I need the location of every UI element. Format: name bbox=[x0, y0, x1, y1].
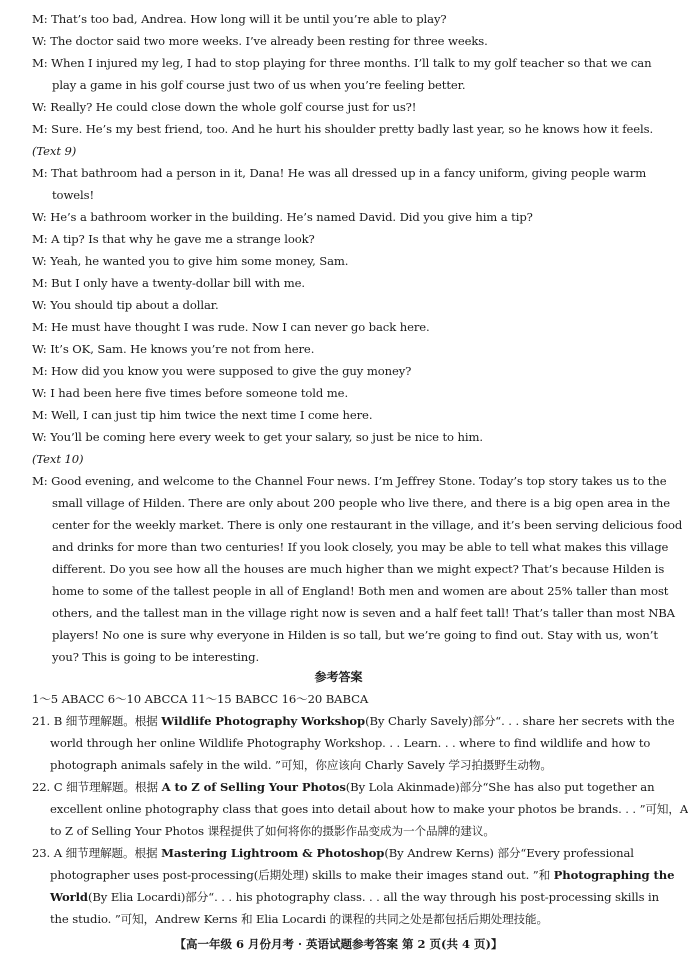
dialogue-line: W: Yeah, he wanted you to give him some money, Sam. bbox=[32, 254, 349, 268]
dialogue-line: play a game in his golf course just two of us when you’re feeling better. bbox=[52, 78, 466, 92]
dialogue-line: M: But I only have a twenty-dollar bill with me. bbox=[32, 276, 305, 290]
dialogue-line: M: That’s too bad, Andrea. How long will it be until you’re able to play? bbox=[32, 12, 447, 26]
dialogue-line: W: You’ll be coming here every week to get your salary, so just be nice to him. bbox=[32, 430, 483, 444]
monologue-line: players! No one is sure why everyone in Hilden is so tall, but we’re going to find out. Stay with us, won’t bbox=[52, 628, 658, 642]
q22-line: to Z of Selling Your Photos 课程提供了如何将你的摄影作品变成为一个品牌的建议。 bbox=[50, 824, 495, 838]
dialogue-line: W: Really? He could close down the whole golf course just for us?! bbox=[32, 100, 417, 114]
q21-line: photograph animals safely in the wild. ”可知，你应该向 Charly Savely 学习拍摄野生动物。 bbox=[50, 758, 552, 772]
dialogue-line: towels! bbox=[52, 188, 95, 202]
q21-line: world through her online Wildlife Photography Workshop. . . Learn. . . where to find wildlife and how to bbox=[50, 736, 651, 750]
dialogue-line: W: The doctor said two more weeks. I’ve already been resting for three weeks. bbox=[32, 34, 488, 48]
q22-line: excellent online photography class that goes into detail about how to make your photos be brands. . . ”可知，A bbox=[50, 802, 688, 816]
dialogue-line: W: I had been here five times before someone told me. bbox=[32, 386, 349, 400]
q23-line: 23. A 细节理解题。根据 Mastering Lightroom & Photoshop(By Andrew Kerns) 部分“Every professional bbox=[32, 846, 634, 860]
dialogue-line: M: A tip? Is that why he gave me a strange look? bbox=[32, 232, 315, 246]
monologue-line: and drinks for more than two centuries! If you look closely, you may be able to tell what makes this village bbox=[52, 540, 669, 554]
section-label-text-10: (Text 10) bbox=[32, 452, 84, 466]
monologue-line: center for the weekly market. There is only one restaurant in the village, and it’s been serving delicious food bbox=[52, 518, 683, 532]
dialogue-line: M: Well, I can just tip him twice the next time I come here. bbox=[32, 408, 373, 422]
dialogue-line: M: That bathroom had a person in it, Dana! He was all dressed up in a fancy uniform, giving people warm bbox=[32, 166, 647, 180]
dialogue-line: W: It’s OK, Sam. He knows you’re not from here. bbox=[32, 342, 315, 356]
answer-key: 1～5 ABACC 6～10 ABCCA 11～15 BABCC 16～20 BABCA bbox=[32, 692, 369, 706]
monologue-line: small village of Hilden. There are only about 200 people who live there, and there is a big open area in the bbox=[52, 496, 670, 510]
dialogue-line: W: You should tip about a dollar. bbox=[32, 298, 219, 312]
monologue-line: different. Do you see how all the houses are much higher than we might expect? That’s because Hilden is bbox=[52, 562, 665, 576]
q23-line: photographer uses post-processing(后期处理) skills to make their images stand out. ”和 Photographing the bbox=[50, 868, 675, 882]
dialogue-line: M: How did you know you were supposed to give the guy money? bbox=[32, 364, 412, 378]
dialogue-line: M: When I injured my leg, I had to stop playing for three months. I’ll talk to my golf teacher so that we can bbox=[32, 56, 652, 70]
monologue-line: you? This is going to be interesting. bbox=[52, 650, 260, 664]
q22-line: 22. C 细节理解题。根据 A to Z of Selling Your Photos(By Lola Akinmade)部分“She has also put together an bbox=[32, 780, 655, 794]
dialogue-line: M: He must have thought I was rude. Now I can never go back here. bbox=[32, 320, 430, 334]
dialogue-line: W: He’s a bathroom worker in the building. He’s named David. Did you give him a tip? bbox=[32, 210, 533, 224]
q23-line: World(By Elia Locardi)部分“. . . his photography class. . . all the way through his post-processing skills in bbox=[50, 890, 660, 904]
page-footer: 【高一年级 6 月份月考 · 英语试题参考答案 第 2 页(共 4 页)】 bbox=[174, 937, 503, 951]
monologue-line: others, and the tallest man in the village right now is seven and a half feet tall! That’s taller than most NBA bbox=[52, 606, 675, 620]
answers-heading: 参考答案 bbox=[314, 670, 363, 684]
q21-line: 21. B 细节理解题。根据 Wildlife Photography Workshop(By Charly Savely)部分“. . . share her secrets with the bbox=[32, 714, 675, 728]
section-label-text-9: (Text 9) bbox=[32, 144, 77, 158]
monologue-line: M: Good evening, and welcome to the Channel Four news. I’m Jeffrey Stone. Today’s top story takes us to the bbox=[32, 474, 667, 488]
q23-line: the studio. ”可知，Andrew Kerns 和 Elia Locardi 的课程的共同之处是都包括后期处理技能。 bbox=[50, 912, 549, 926]
dialogue-line: M: Sure. He’s my best friend, too. And he hurt his shoulder pretty badly last year, so he knows how it feels. bbox=[32, 122, 654, 136]
monologue-line: home to some of the tallest people in all of England! Both men and women are about 25% taller than most bbox=[52, 584, 669, 598]
